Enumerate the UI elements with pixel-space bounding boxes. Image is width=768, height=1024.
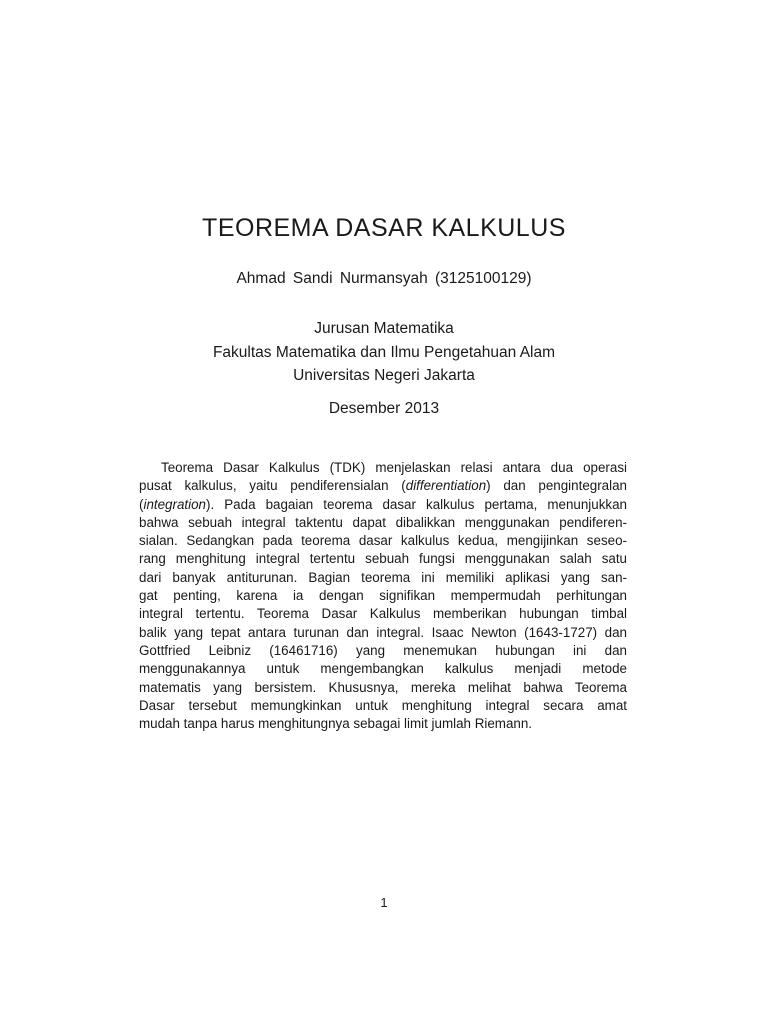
abstract-line: rang menghitung integral tertentu sebuah fungsi menggunakan salah satu	[139, 551, 627, 567]
abstract-line: gat penting, karena ia dengan signifikan mempermudah perhitungan	[139, 588, 627, 604]
abstract-line: sialan. Sedangkan pada teorema dasar kalkulus kedua, mengijinkan seseo-	[139, 533, 627, 549]
paper-title: TEOREMA DASAR KALKULUS	[202, 214, 566, 242]
abstract-line: Dasar tersebut memungkinkan untuk menghitung integral secara amat	[139, 697, 627, 713]
italic-term: integration	[143, 496, 207, 512]
abstract-line: mudah tanpa harus menghitungnya sebagai limit jumlah Riemann.	[139, 716, 533, 732]
abstract-line: matematis yang bersistem. Khususnya, mereka melihat bahwa Teorema	[139, 679, 627, 695]
abstract-line: balik yang tepat antara turunan dan integral. Isaac Newton (1643-1727) dan	[139, 624, 627, 640]
abstract-line: bahwa sebuah integral taktentu dapat dibalikkan menggunakan pendiferen-	[139, 514, 627, 530]
italic-term: differentiation	[405, 478, 487, 494]
abstract-paragraph	[139, 459, 627, 733]
abstract-line: dari banyak antiturunan. Bagian teorema ini memiliki aplikasi yang san-	[139, 569, 627, 585]
abstract-line: Teorema Dasar Kalkulus (TDK) menjelaskan relasi antara dua operasi	[161, 460, 627, 475]
abstract-line: Gottfried Leibniz (16461716) yang menemukan hubungan ini dan	[139, 642, 627, 658]
university: Universitas Negeri Jakarta	[293, 367, 475, 384]
abstract-line: integral tertentu. Teorema Dasar Kalkulus memberikan hubungan timbal	[139, 606, 627, 622]
affiliation-block	[0, 317, 768, 388]
department: Jurusan Matematika	[314, 320, 454, 337]
author-line: Ahmad Sandi Nurmansyah (3125100129)	[236, 270, 532, 287]
page-number: 1	[380, 895, 388, 910]
publication-date: Desember 2013	[328, 400, 440, 417]
abstract-line: pusat kalkulus, yaitu pendiferensialan (differentiation) dan pengintegralan	[139, 478, 627, 494]
abstract-line: menggunakannya untuk mengembangkan kalkulus menjadi metode	[139, 661, 627, 677]
faculty: Fakultas Matematika dan Ilmu Pengetahuan Alam	[212, 343, 556, 361]
abstract-line: (integration). Pada bagaian teorema dasar kalkulus pertama, menunjukkan	[139, 496, 627, 512]
